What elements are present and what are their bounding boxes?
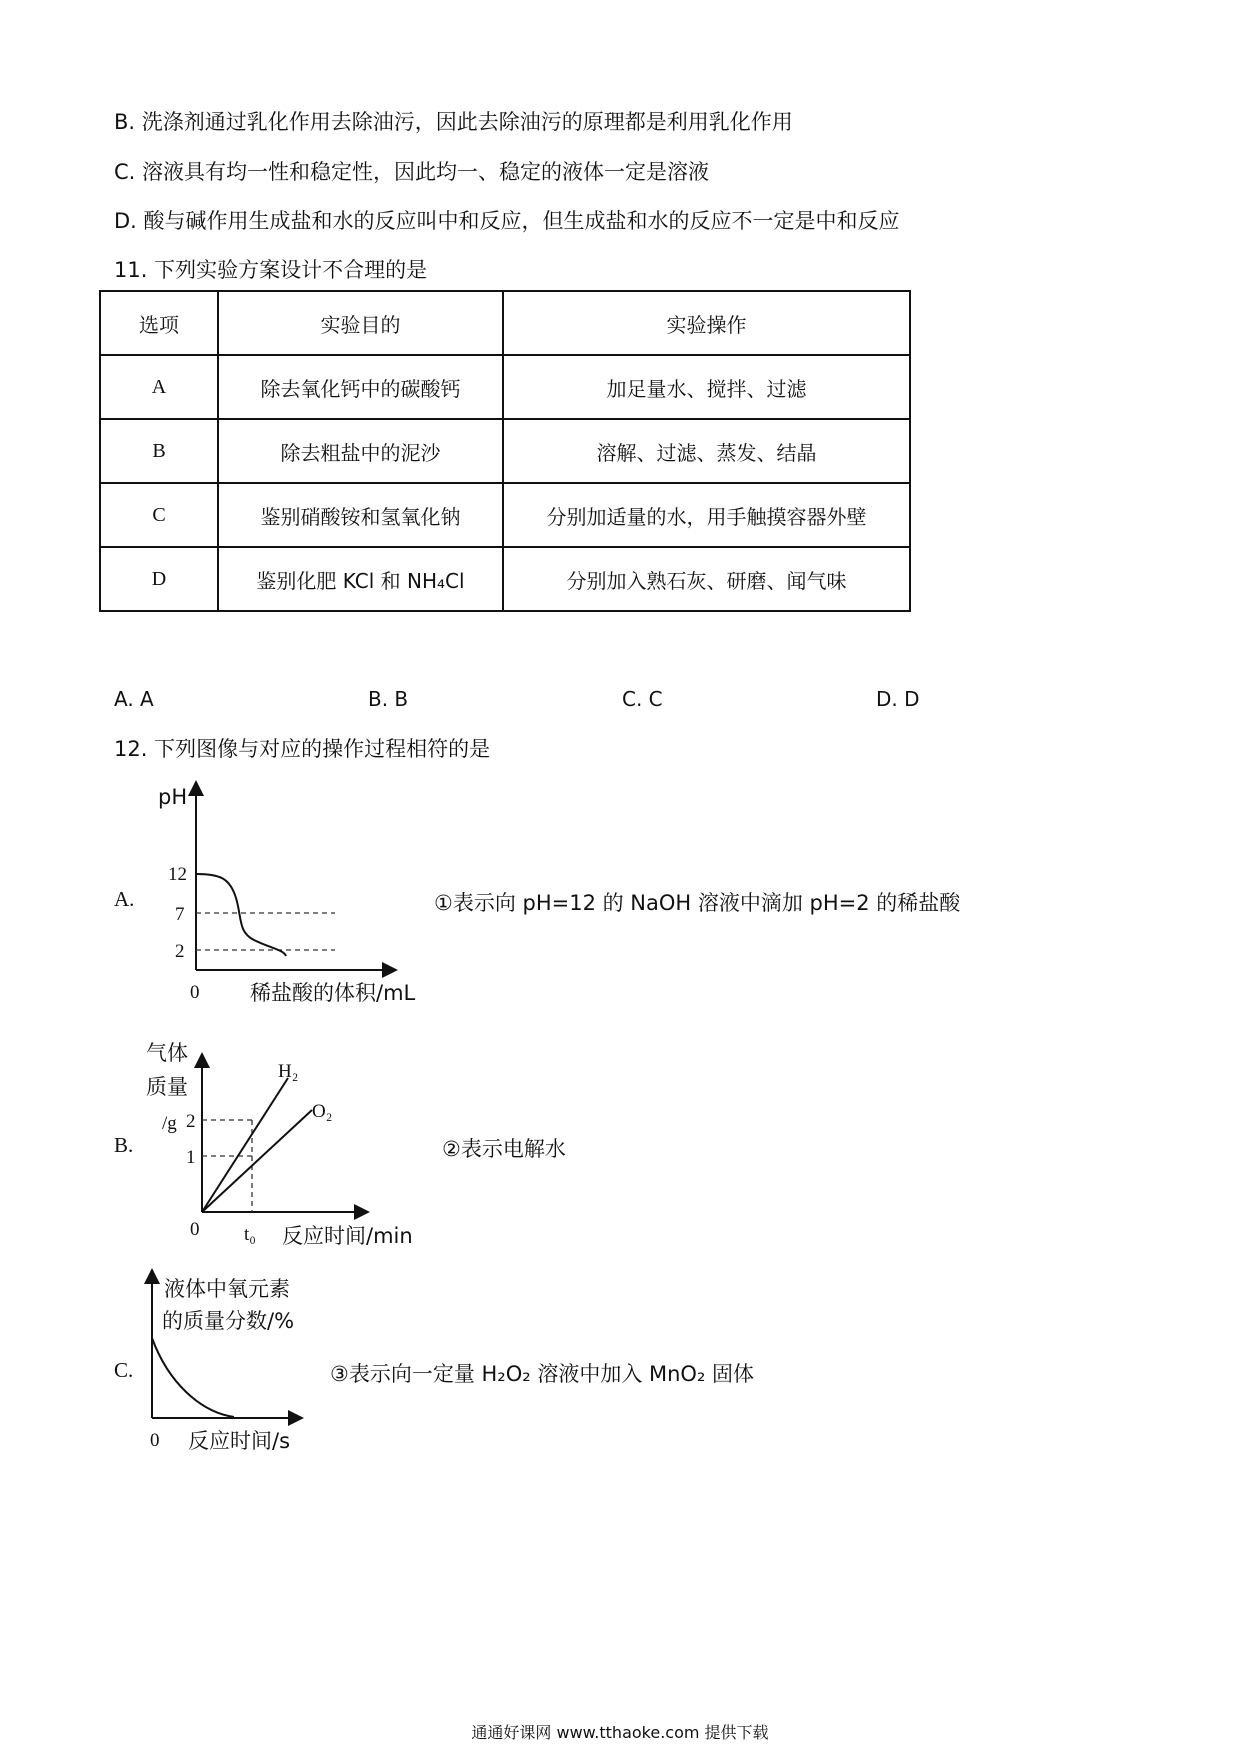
oxygen-fraction-curve [152,1338,234,1417]
y-tick-2: 2 [186,1111,196,1132]
table-header-cell: 实验目的 [218,291,503,355]
origin-label: 0 [190,1219,200,1240]
x-axis-label: 反应时间/s [188,1429,291,1453]
table-row [100,419,910,483]
x-axis-label: 反应时间/min [282,1224,413,1248]
table-cell: 分别加适量的水，用手触摸容器外壁 [503,483,910,547]
q10-option-d: D. 酸与碱作用生成盐和水的反应叫中和反应，但生成盐和水的反应不一定是中和反应 [114,209,900,233]
y-tick-2: 2 [175,941,185,962]
origin-label: 0 [190,982,200,1003]
y-tick-1: 1 [186,1147,196,1168]
table-cell: 分别加入熟石灰、研磨、闻气味 [503,547,910,611]
q12-a-label: A. [114,887,135,911]
table-cell: 除去氧化钙中的碳酸钙 [218,355,503,419]
y-axis-label: pH [158,785,188,809]
q12-a-graph [150,780,440,1010]
table-cell: D [100,547,218,611]
y-axis-label-2: 质量 [146,1075,188,1099]
q12-b-description: ②表示电解水 [442,1137,566,1161]
origin-label: 0 [150,1430,160,1451]
q12-a-description: ①表示向 pH=12 的 NaOH 溶液中滴加 pH=2 的稀盐酸 [434,891,961,915]
table-cell: 鉴别硝酸铵和氢氧化钠 [218,483,503,547]
q10-option-c: C. 溶液具有均一性和稳定性，因此均一、稳定的液体一定是溶液 [114,160,710,184]
q11-table [99,290,911,612]
table-cell: 除去粗盐中的泥沙 [218,419,503,483]
table-cell: 鉴别化肥 KCl 和 NH₄Cl [218,547,503,611]
table-header-cell: 选项 [100,291,218,355]
ph-curve [196,874,286,956]
q10-option-b: B. 洗涤剂通过乳化作用去除油污，因此去除油污的原理都是利用乳化作用 [114,110,793,134]
q11-answer-c: C. C [622,687,663,711]
table-cell: A [100,355,218,419]
q11-answer-d: D. D [876,687,920,711]
y-axis-label-1: 气体 [146,1041,188,1065]
y-tick-7: 7 [175,904,185,925]
page-footer: 通通好课网 www.tthaoke.com 提供下载 [471,1723,769,1742]
table-row [100,483,910,547]
table-cell: 加足量水、搅拌、过滤 [503,355,910,419]
q11-answer-b: B. B [368,687,409,711]
series-label-h2: H₂ [278,1061,299,1082]
q12-c-description: ③表示向一定量 H₂O₂ 溶液中加入 MnO₂ 固体 [330,1362,755,1386]
q12-title: 12. 下列图像与对应的操作过程相符的是 [114,737,491,761]
q11-answer-a: A. A [114,687,154,711]
y-tick-12: 12 [168,864,187,885]
table-cell: C [100,483,218,547]
table-cell: 溶解、过滤、蒸发、结晶 [503,419,910,483]
table-row [100,355,910,419]
y-axis-label-2: 的质量分数/% [162,1309,295,1333]
series-label-o2: O₂ [312,1101,333,1122]
x-tick-t0: t₀ [244,1224,256,1245]
table-header-cell: 实验操作 [503,291,910,355]
table-row [100,547,910,611]
table-cell: B [100,419,218,483]
y-axis-label-3: /g [162,1113,177,1134]
x-axis-label: 稀盐酸的体积/mL [250,981,416,1005]
y-axis-label-1: 液体中氧元素 [164,1277,290,1301]
q11-title: 11. 下列实验方案设计不合理的是 [114,258,428,282]
q12-b-label: B. [114,1133,134,1157]
q12-b-graph [140,1040,440,1250]
table-header-row [100,291,910,355]
q12-c-label: C. [114,1358,134,1382]
